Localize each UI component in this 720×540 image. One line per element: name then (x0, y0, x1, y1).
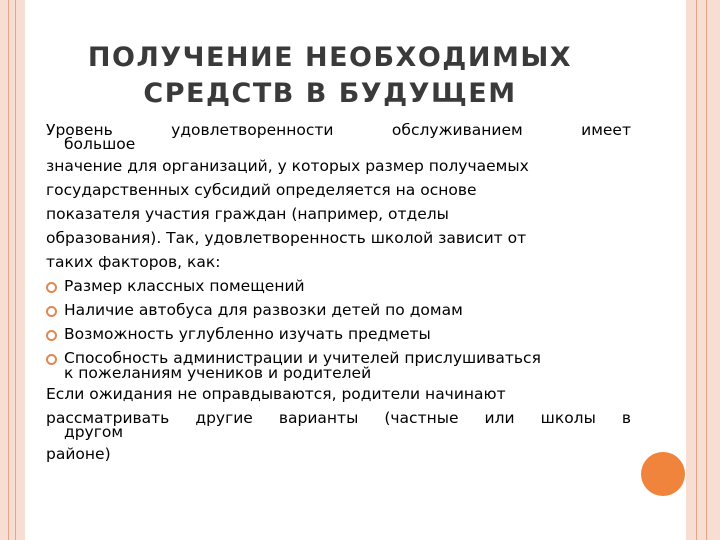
text-line: значение для организаций, у которых размер получаемых (46, 157, 529, 175)
right-frame-border (686, 0, 720, 540)
circle-bullet-icon (46, 282, 57, 293)
circle-bullet-icon (46, 330, 57, 341)
circle-bullet-icon (46, 306, 57, 317)
bullet-item (46, 348, 631, 380)
text-line: государственных субсидий определяется на основе (46, 181, 477, 199)
slide-title-line: ПОЛУЧЕНИЕ НЕОБХОДИМЫХ (87, 42, 573, 73)
text-line: рассматривать другие варианты (частные или школы в (46, 409, 631, 427)
text-line-wrap: большое (64, 135, 136, 153)
left-frame-border (0, 0, 25, 540)
slide-title-line: СРЕДСТВ В БУДУЩЕМ (143, 78, 517, 109)
text-line: образования). Так, удовлетворенность школой зависит от (46, 229, 527, 247)
decorative-circle (641, 452, 685, 496)
slide-body (46, 120, 631, 468)
bullet-item (46, 276, 631, 297)
left-frame-line (8, 0, 9, 540)
closing-paragraph (46, 384, 631, 465)
bullet-item (46, 300, 631, 321)
right-frame-line (696, 0, 697, 540)
bullet-text: Наличие автобуса для развозки детей по домам (64, 301, 463, 319)
intro-paragraph (46, 120, 631, 273)
slide-title (40, 40, 620, 112)
text-line: показателя участия граждан (например, отделы (46, 205, 449, 223)
text-line: таких факторов, как: (46, 253, 221, 271)
text-line: районе) (46, 445, 111, 463)
bullet-item (46, 324, 631, 345)
right-frame-line (706, 0, 707, 540)
bullet-text-wrap: к пожеланиям учеников и родителей (64, 364, 372, 382)
bullet-text: Способность администрации и учителей прислушиваться (64, 349, 541, 367)
text-line: Уровень удовлетворенности обслуживанием имеет (46, 121, 631, 139)
bullet-text: Размер классных помещений (64, 277, 305, 295)
text-line: Если ожидания не оправдываются, родители начинают (46, 385, 506, 403)
circle-bullet-icon (46, 354, 57, 365)
left-frame-line (15, 0, 16, 540)
text-line-wrap: другом (64, 423, 124, 441)
bullet-text: Возможность углубленно изучать предметы (64, 325, 431, 343)
